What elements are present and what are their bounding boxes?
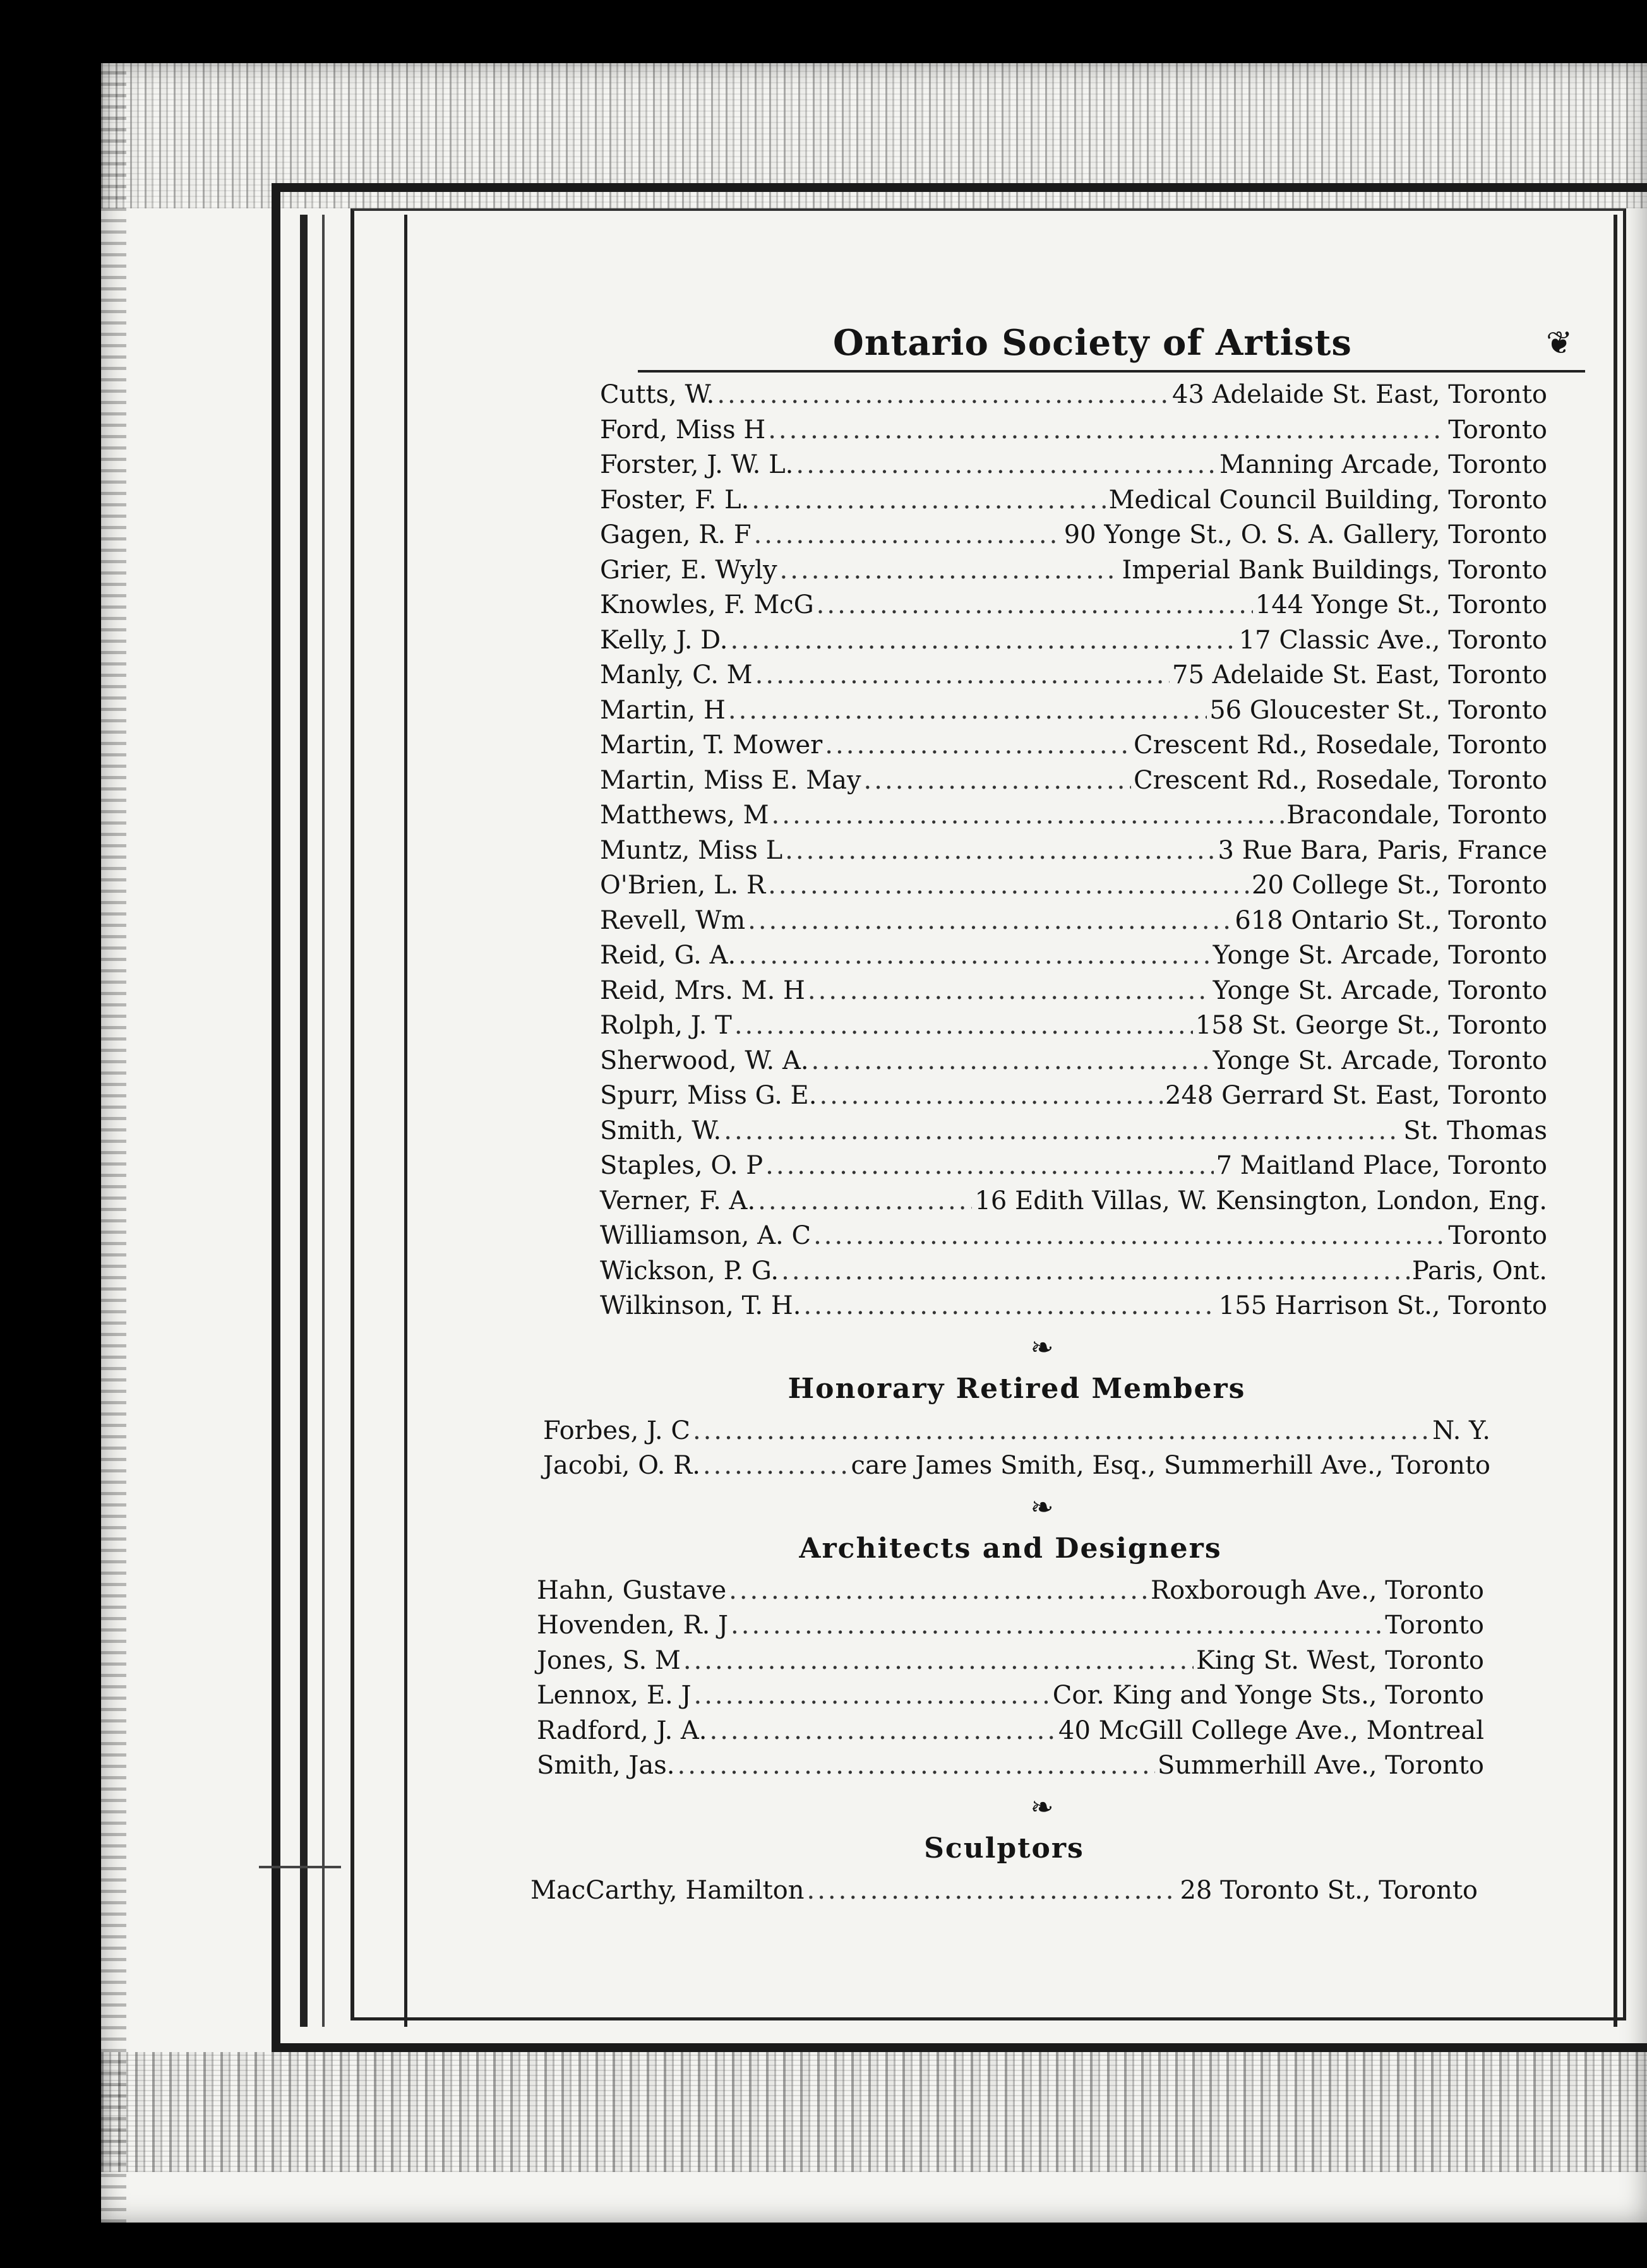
dot-leader [813, 1219, 1446, 1254]
entry-address: 618 Ontario St., Toronto [1235, 905, 1547, 935]
entry-name: MacCarthy, Hamilton [530, 1875, 805, 1905]
directory-entry [600, 413, 1547, 448]
dot-leader [781, 1254, 1410, 1289]
entry-name: Hovenden, R. J [537, 1611, 729, 1640]
entry-address: King St. West, Toronto [1196, 1645, 1484, 1675]
section-title: Sculptors [924, 1832, 1084, 1865]
entry-name: Radford, J. A. [537, 1716, 707, 1745]
dot-leader [710, 1714, 1057, 1749]
directory-entry [600, 1044, 1547, 1079]
entry-name: Matthews, M [600, 801, 769, 830]
dot-leader [694, 1678, 1050, 1714]
entry-name: Rolph, J. T [600, 1011, 732, 1040]
directory-entry [600, 974, 1547, 1009]
directory-entry [600, 553, 1547, 588]
directory-entry [600, 1149, 1547, 1184]
dot-leader [717, 378, 1170, 413]
entry-name: Foster, F. L. [600, 485, 750, 515]
sculptors-section [530, 1827, 1478, 1909]
directory-entry [600, 1289, 1547, 1324]
directory-entry [600, 763, 1547, 799]
directory-entry [600, 448, 1547, 483]
entry-address: Toronto [1448, 1221, 1547, 1250]
entry-address: 43 Adelaide St. East, Toronto [1172, 380, 1547, 409]
entry-name: Jones, S. M [537, 1645, 681, 1675]
dot-leader [825, 728, 1131, 763]
directory-entry [600, 623, 1547, 659]
directory-entry [530, 1873, 1478, 1909]
honorary-section [543, 1367, 1490, 1484]
entry-address: 56 Gloucester St., Toronto [1209, 695, 1547, 725]
entry-name: Grier, E. Wyly [600, 555, 777, 585]
dot-leader [768, 413, 1446, 448]
section-title: Architects and Designers [799, 1532, 1222, 1565]
entry-name: Hahn, Gustave [537, 1575, 727, 1605]
entry-name: Jacobi, O. R. [543, 1451, 700, 1480]
entry-name: Manly, C. M [600, 660, 753, 689]
dot-leader [808, 974, 1211, 1009]
directory-entry [537, 1608, 1484, 1644]
entry-name: O'Brien, L. R [600, 871, 766, 900]
dot-leader [738, 938, 1210, 974]
entry-name: Verner, F. A. [600, 1186, 756, 1215]
dot-leader [729, 1573, 1148, 1609]
entry-address: Manning Arcade, Toronto [1219, 450, 1547, 479]
directory-entry [600, 1219, 1547, 1254]
dot-leader [693, 1414, 1430, 1449]
dot-leader [864, 763, 1132, 799]
entry-name: Spurr, Miss G. E. [600, 1081, 817, 1110]
entry-name: Knowles, F. McG [600, 590, 814, 619]
dot-leader [817, 588, 1253, 623]
entry-name: Cutts, W. [600, 380, 715, 409]
dot-leader [724, 1114, 1401, 1149]
dot-leader [819, 1078, 1163, 1114]
directory-entry [600, 378, 1547, 413]
entry-name: Forster, J. W. L. [600, 450, 794, 479]
dot-leader [728, 693, 1207, 729]
directory-entry [543, 1448, 1490, 1484]
dot-leader [683, 1644, 1194, 1679]
entry-name: Staples, O. P [600, 1151, 764, 1180]
margin-rule [259, 1866, 341, 1868]
dot-leader [812, 1044, 1211, 1079]
entry-address: Toronto [1385, 1611, 1484, 1640]
directory-entry [600, 693, 1547, 729]
directory-entry [537, 1573, 1484, 1609]
members-section [600, 322, 1572, 1324]
directory-entry [600, 728, 1547, 763]
entry-name: Wilkinson, T. H. [600, 1291, 801, 1320]
dot-leader [703, 1448, 849, 1484]
dot-leader [758, 1184, 972, 1219]
entry-address: 40 McGill College Ave., Montreal [1058, 1716, 1484, 1745]
directory-entry [600, 1114, 1547, 1149]
directory-entry [600, 798, 1547, 833]
directory-entry [600, 1008, 1547, 1044]
dot-leader [752, 483, 1106, 518]
entry-name: Forbes, J. C [543, 1416, 690, 1445]
directory-entry [600, 658, 1547, 693]
entry-address: 158 St. George St., Toronto [1195, 1011, 1547, 1040]
directory-entry [600, 904, 1547, 939]
dot-leader [678, 1748, 1155, 1784]
margin-rule [404, 215, 407, 2027]
title-rule [638, 370, 1585, 373]
entry-address: Paris, Ont. [1411, 1256, 1547, 1286]
entry-address: Bracondale, Toronto [1286, 801, 1547, 830]
sculptors-list [530, 1873, 1478, 1909]
directory-content [530, 322, 1572, 1908]
directory-entry [543, 1414, 1490, 1449]
entry-address: 17 Classic Ave., Toronto [1238, 625, 1547, 655]
entry-name: Martin, H [600, 695, 726, 725]
ornament-icon: ❦ [1546, 325, 1572, 361]
dot-leader [785, 833, 1215, 869]
directory-entry [600, 938, 1547, 974]
entry-address: St. Thomas [1403, 1116, 1547, 1145]
entry-address: 20 College St., Toronto [1252, 871, 1547, 900]
entry-address: 248 Gerrard St. East, Toronto [1165, 1081, 1547, 1110]
entry-address: 144 Yonge St., Toronto [1255, 590, 1547, 619]
directory-entry [537, 1714, 1484, 1749]
dot-leader [803, 1289, 1216, 1324]
entry-name: Ford, Miss H [600, 415, 766, 445]
directory-entry [537, 1644, 1484, 1679]
entry-address: 7 Maitland Place, Toronto [1216, 1151, 1547, 1180]
section-title: Honorary Retired Members [788, 1372, 1246, 1405]
entry-address: N. Y. [1432, 1416, 1490, 1445]
entry-address: 16 Edith Villas, W. Kensington, London, Eng. [974, 1186, 1547, 1215]
entry-address: Medical Council Building, Toronto [1108, 485, 1547, 515]
entry-address: 75 Adelaide St. East, Toronto [1172, 660, 1547, 689]
entry-address: Roxborough Ave., Toronto [1151, 1575, 1484, 1605]
honorary-list [543, 1414, 1490, 1484]
architects-list [537, 1573, 1484, 1784]
entry-address: 155 Harrison St., Toronto [1218, 1291, 1547, 1320]
entry-name: Revell, Wm [600, 905, 746, 935]
directory-entry [600, 1184, 1547, 1219]
entry-address: Toronto [1448, 415, 1547, 445]
entry-address: Yonge St. Arcade, Toronto [1213, 976, 1547, 1005]
entry-name: Martin, T. Mower [600, 731, 823, 760]
directory-entry [600, 833, 1547, 869]
dot-leader [807, 1873, 1178, 1909]
entry-address: 3 Rue Bara, Paris, France [1218, 835, 1547, 865]
directory-entry [600, 868, 1547, 904]
directory-entry [600, 588, 1547, 623]
entry-name: Smith, Jas. [537, 1751, 675, 1780]
entry-address: Crescent Rd., Rosedale, Toronto [1134, 765, 1547, 795]
entry-name: Smith, W. [600, 1116, 722, 1145]
dot-leader [796, 448, 1217, 483]
directory-entry [600, 1254, 1547, 1289]
architects-section [537, 1527, 1484, 1784]
fleuron-icon: ❧ [1030, 1491, 1054, 1524]
dot-leader [734, 1008, 1193, 1044]
margin-rule [1614, 215, 1617, 2027]
binding-rule [300, 215, 308, 2027]
scan-noise-bottom [101, 2052, 1647, 2172]
members-list [600, 378, 1547, 1324]
dot-leader [755, 658, 1170, 693]
entry-name: Muntz, Miss L [600, 835, 783, 865]
entry-address: 90 Yonge St., O. S. A. Gallery, Toronto [1063, 520, 1547, 549]
directory-entry [600, 518, 1547, 553]
entry-address: care James Smith, Esq., Summerhill Ave., Toronto [851, 1451, 1490, 1480]
dot-leader [748, 904, 1232, 939]
page-title: Ontario Society of Artists [833, 322, 1352, 364]
directory-entry [600, 483, 1547, 518]
entry-name: Reid, Mrs. M. H [600, 976, 805, 1005]
entry-name: Lennox, E. J [537, 1681, 692, 1710]
entry-address: Imperial Bank Buildings, Toronto [1122, 555, 1547, 585]
entry-address: Crescent Rd., Rosedale, Toronto [1134, 731, 1547, 760]
dot-leader [731, 623, 1237, 659]
entry-name: Wickson, P. G. [600, 1256, 779, 1286]
entry-name: Martin, Miss E. May [600, 765, 861, 795]
entry-address: Yonge St. Arcade, Toronto [1213, 941, 1547, 970]
fleuron-icon: ❧ [1030, 1791, 1054, 1823]
dot-leader [765, 1149, 1213, 1184]
dot-leader [768, 868, 1249, 904]
dot-leader [772, 798, 1285, 833]
entry-name: Williamson, A. C [600, 1221, 812, 1250]
entry-address: Cor. King and Yonge Sts., Toronto [1052, 1681, 1484, 1710]
dot-leader [780, 553, 1120, 588]
entry-name: Reid, G. A. [600, 941, 736, 970]
dot-leader [731, 1608, 1382, 1644]
entry-address: Summerhill Ave., Toronto [1157, 1751, 1484, 1780]
directory-entry [600, 1078, 1547, 1114]
entry-name: Kelly, J. D. [600, 625, 728, 655]
directory-entry [537, 1748, 1484, 1784]
fleuron-icon: ❧ [1030, 1331, 1054, 1364]
entry-address: Yonge St. Arcade, Toronto [1213, 1046, 1547, 1075]
dot-leader [754, 518, 1062, 553]
entry-name: Gagen, R. F [600, 520, 752, 549]
directory-entry [537, 1678, 1484, 1714]
entry-name: Sherwood, W. A. [600, 1046, 809, 1075]
binding-rule [322, 215, 325, 2027]
scan-noise-left [101, 63, 126, 2223]
entry-address: 28 Toronto St., Toronto [1180, 1875, 1478, 1905]
